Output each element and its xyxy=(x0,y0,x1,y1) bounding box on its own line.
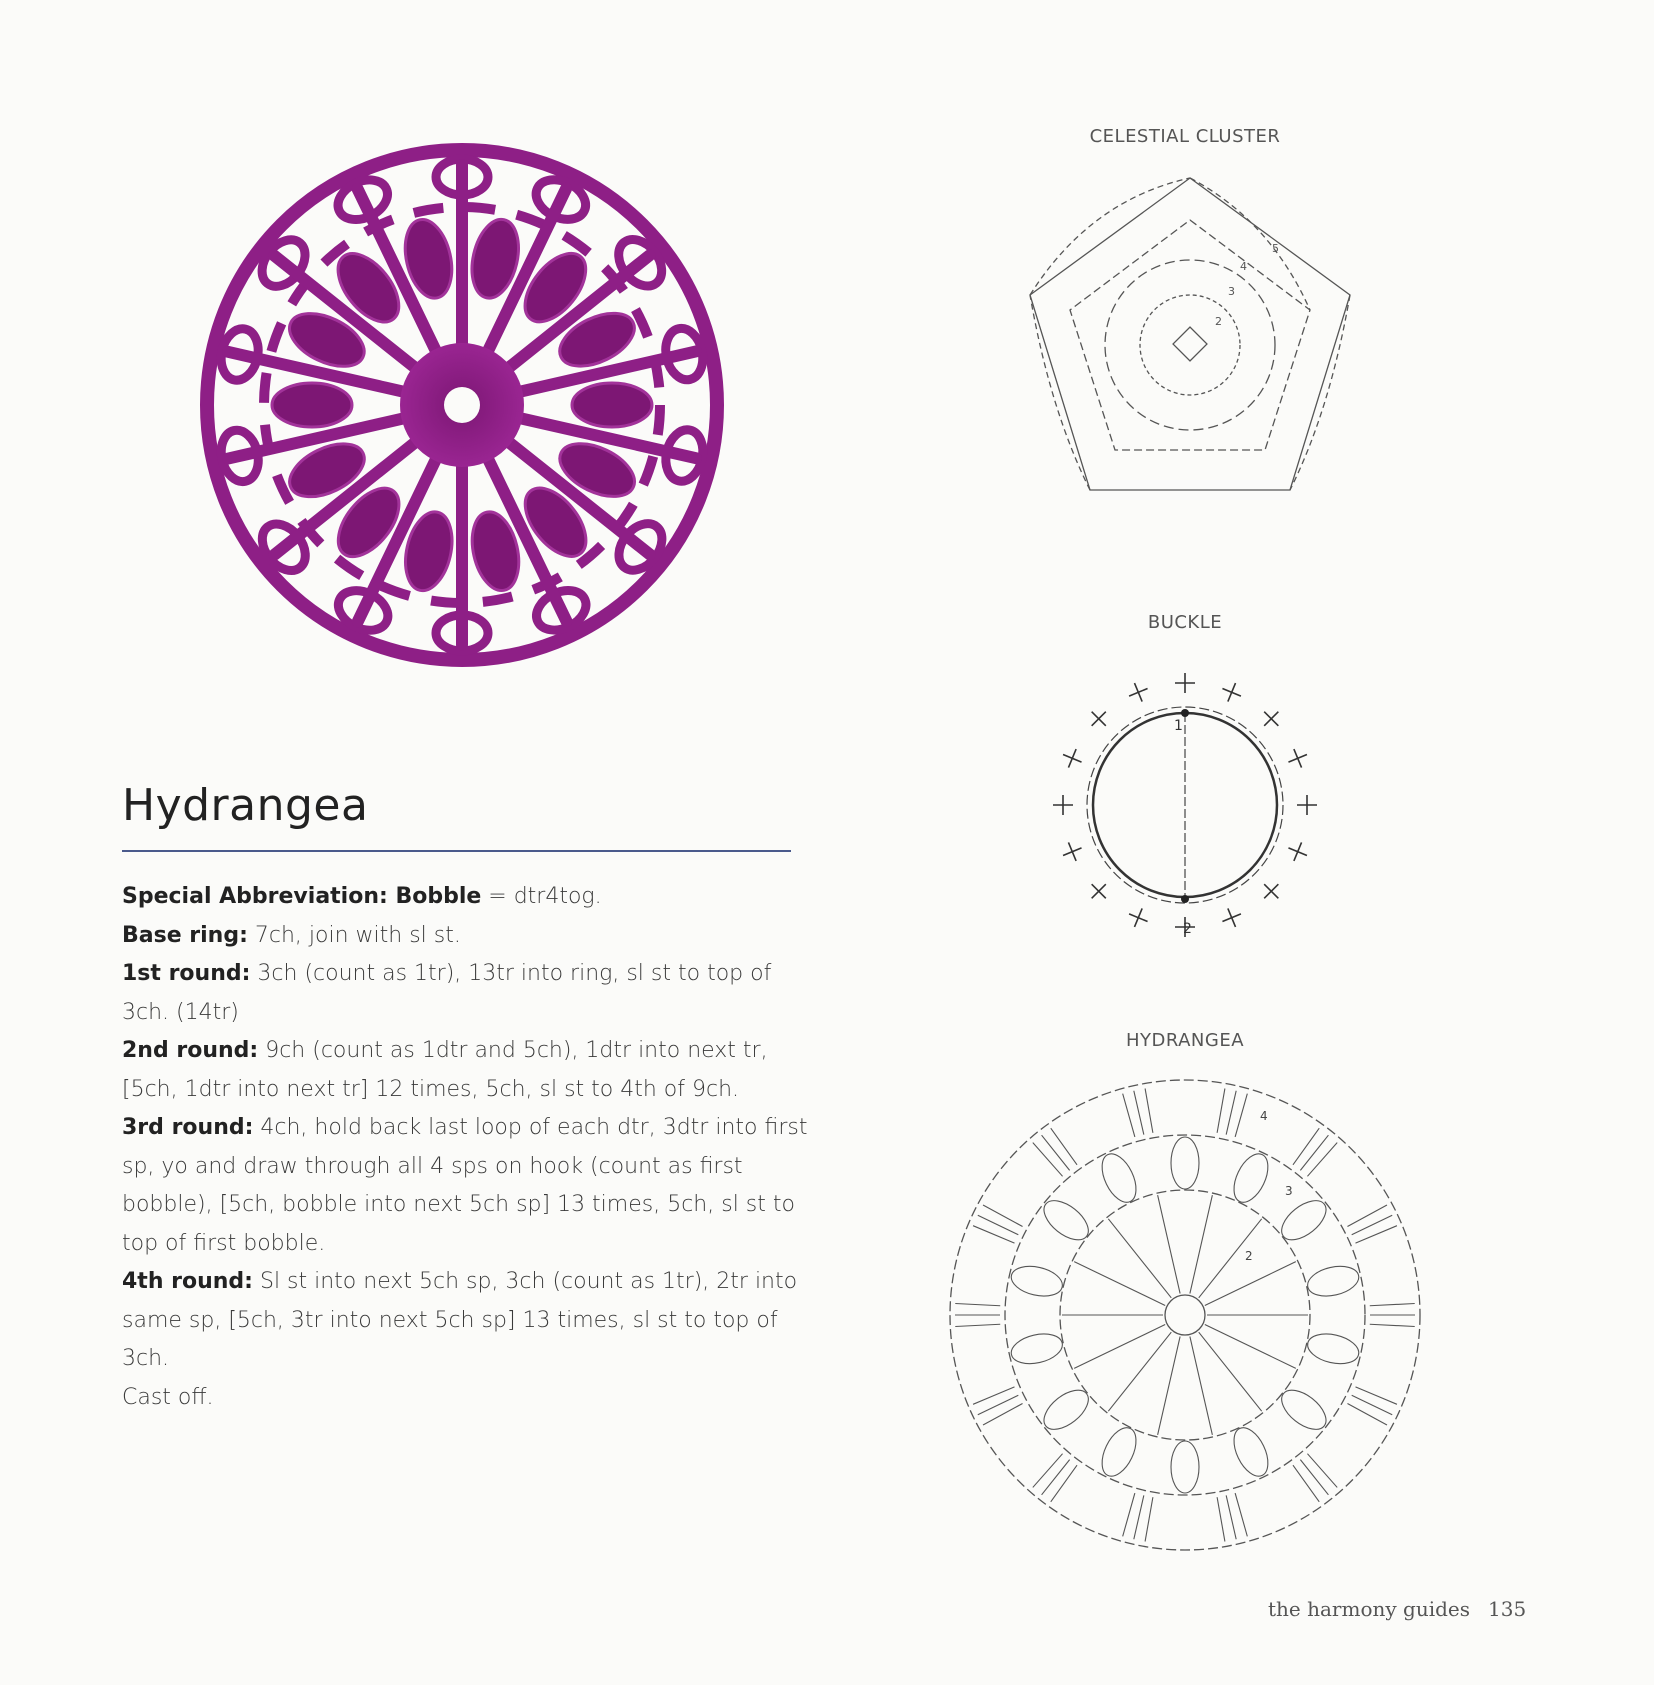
single-crochet-symbol xyxy=(1059,745,1085,771)
treble-stitch-symbol xyxy=(1352,1395,1393,1415)
single-crochet-symbol xyxy=(1053,795,1073,815)
single-crochet-symbol xyxy=(1125,679,1151,705)
treble-stitch-symbol xyxy=(1217,1088,1225,1132)
bobble-symbol xyxy=(1171,1441,1199,1493)
treble-stitch-symbol xyxy=(1307,1143,1337,1177)
treble-stitch-symbol xyxy=(1217,1497,1225,1541)
bobble-symbol xyxy=(1008,1329,1065,1368)
instruction-line: Base ring: 7ch, join with sl st. xyxy=(122,922,461,948)
treble-stitch-symbol xyxy=(983,1205,1023,1227)
treble-stitch-symbol xyxy=(1347,1403,1387,1425)
round-number: 5 xyxy=(1272,242,1279,255)
instruction-line: 2nd round: 9ch (count as 1dtr and 5ch), 1dtr into next tr, [5ch, 1dtr into next tr] 12 times, 5ch, sl st to 4th of 9ch. xyxy=(122,1038,768,1102)
treble-stitch-symbol xyxy=(1033,1454,1063,1488)
treble-stitch-symbol xyxy=(1355,1387,1396,1404)
treble-stitch-symbol xyxy=(1123,1094,1135,1137)
treble-stitch-symbol xyxy=(1158,1195,1180,1293)
instruction-line: 3rd round: 4ch, hold back last loop of each dtr, 3dtr into first sp, yo and draw through all 4 sps on hook (count as first bobble), [5ch, bobble into next 5ch sp] 13 times, 5ch, sl st to top of first bobble. xyxy=(122,1115,808,1256)
treble-stitch-symbol xyxy=(1145,1088,1153,1132)
treble-stitch-symbol xyxy=(1042,1135,1070,1170)
treble-stitch-symbol xyxy=(955,1304,1000,1306)
title-rule xyxy=(122,850,791,852)
treble-stitch-symbol xyxy=(1190,1336,1212,1434)
treble-stitch-symbol xyxy=(973,1226,1014,1243)
single-crochet-symbol xyxy=(1175,673,1195,693)
bobble-symbol xyxy=(1095,1422,1143,1481)
instruction-line: 1st round: 3ch (count as 1tr), 13tr into ring, sl st to top of 3ch. (14tr) xyxy=(122,961,772,1025)
single-crochet-symbol xyxy=(1085,877,1113,905)
treble-stitch-symbol xyxy=(1042,1460,1070,1495)
treble-stitch-symbol xyxy=(1352,1215,1393,1235)
chart-label-buckle: BUCKLE xyxy=(1147,612,1223,633)
bobble-symbol xyxy=(1171,1137,1199,1189)
page-number: 135 xyxy=(1488,1597,1527,1621)
bobble-symbol xyxy=(1227,1149,1275,1208)
treble-stitch-symbol xyxy=(1235,1094,1247,1137)
single-crochet-symbol xyxy=(1257,705,1285,733)
single-crochet-symbol xyxy=(1285,745,1311,771)
bobble-symbol xyxy=(1227,1422,1275,1481)
treble-stitch-symbol xyxy=(1205,1262,1296,1306)
treble-stitch-symbol xyxy=(1134,1091,1144,1135)
treble-stitch-symbol xyxy=(1355,1226,1396,1243)
single-crochet-symbol xyxy=(1059,839,1085,865)
treble-stitch-symbol xyxy=(1293,1465,1319,1502)
round-number: 3 xyxy=(1285,1184,1293,1198)
single-crochet-symbol xyxy=(1219,679,1245,705)
treble-stitch-symbol xyxy=(1226,1495,1236,1539)
treble-stitch-symbol xyxy=(1108,1219,1171,1298)
page-footer xyxy=(1268,1597,1526,1621)
treble-stitch-symbol xyxy=(1370,1304,1415,1306)
treble-stitch-symbol xyxy=(1033,1143,1063,1177)
treble-stitch-symbol xyxy=(1158,1336,1180,1434)
treble-stitch-symbol xyxy=(1134,1495,1144,1539)
single-crochet-symbol xyxy=(1125,905,1151,931)
treble-stitch-symbol xyxy=(978,1215,1019,1235)
bobble-symbol xyxy=(1095,1149,1143,1208)
treble-stitch-symbol xyxy=(1074,1262,1165,1306)
single-crochet-symbol xyxy=(1297,795,1317,815)
bobble-symbol xyxy=(1275,1383,1333,1437)
round-number: 1 xyxy=(1174,718,1183,734)
treble-stitch-symbol xyxy=(983,1403,1023,1425)
round-number: 4 xyxy=(1260,1109,1268,1123)
round-number: 3 xyxy=(1228,285,1235,298)
buckle-diagram xyxy=(1040,665,1330,950)
treble-stitch-symbol xyxy=(1307,1454,1337,1488)
treble-stitch-symbol xyxy=(1205,1325,1296,1369)
treble-stitch-symbol xyxy=(1074,1325,1165,1369)
bobble-symbol xyxy=(1275,1193,1333,1247)
hydrangea-diagram xyxy=(940,1070,1430,1560)
treble-stitch-symbol xyxy=(978,1395,1019,1415)
single-crochet-symbol xyxy=(1219,905,1245,931)
round-number: 2 xyxy=(1215,315,1222,328)
instruction-line: Special Abbreviation: Bobble = dtr4tog. xyxy=(122,884,602,909)
treble-stitch-symbol xyxy=(1235,1493,1247,1536)
treble-stitch-symbol xyxy=(1190,1195,1212,1293)
chart-label-hydrangea: HYDRANGEA xyxy=(1125,1030,1245,1051)
treble-stitch-symbol xyxy=(1370,1324,1415,1326)
bobble-symbol xyxy=(1305,1329,1362,1368)
treble-stitch-symbol xyxy=(1051,1128,1077,1165)
treble-stitch-symbol xyxy=(1226,1091,1236,1135)
round-number: 4 xyxy=(1240,260,1247,273)
treble-stitch-symbol xyxy=(1300,1460,1328,1495)
celestial-cluster-diagram xyxy=(1010,160,1370,520)
treble-stitch-symbol xyxy=(1123,1493,1135,1536)
bobble-symbol xyxy=(1008,1262,1065,1301)
book-title: the harmony guides xyxy=(1268,1597,1471,1621)
single-crochet-symbol xyxy=(1257,877,1285,905)
treble-stitch-symbol xyxy=(1199,1332,1262,1411)
bobble-symbol xyxy=(1305,1262,1362,1301)
instruction-line: 4th round: Sl st into next 5ch sp, 3ch (count as 1tr), 2tr into same sp, [5ch, 3tr into next 5ch sp] 13 times, sl st to top of 3ch. xyxy=(122,1269,798,1371)
treble-stitch-symbol xyxy=(1300,1135,1328,1170)
treble-stitch-symbol xyxy=(955,1324,1000,1326)
treble-stitch-symbol xyxy=(1293,1128,1319,1165)
pattern-title: Hydrangea xyxy=(122,780,369,831)
round-number: 2 xyxy=(1245,1249,1253,1263)
treble-stitch-symbol xyxy=(1108,1332,1171,1411)
chart-label-celestial-cluster: CELESTIAL CLUSTER xyxy=(1089,126,1281,147)
round-number: 2 xyxy=(1183,921,1192,937)
single-crochet-symbol xyxy=(1285,839,1311,865)
treble-stitch-symbol xyxy=(1347,1205,1387,1227)
treble-stitch-symbol xyxy=(1145,1497,1153,1541)
instruction-line: Cast off. xyxy=(122,1384,214,1410)
treble-stitch-symbol xyxy=(1051,1465,1077,1502)
treble-stitch-symbol xyxy=(973,1387,1014,1404)
instructions xyxy=(122,878,812,1417)
single-crochet-symbol xyxy=(1085,705,1113,733)
motif-photo xyxy=(190,130,790,690)
